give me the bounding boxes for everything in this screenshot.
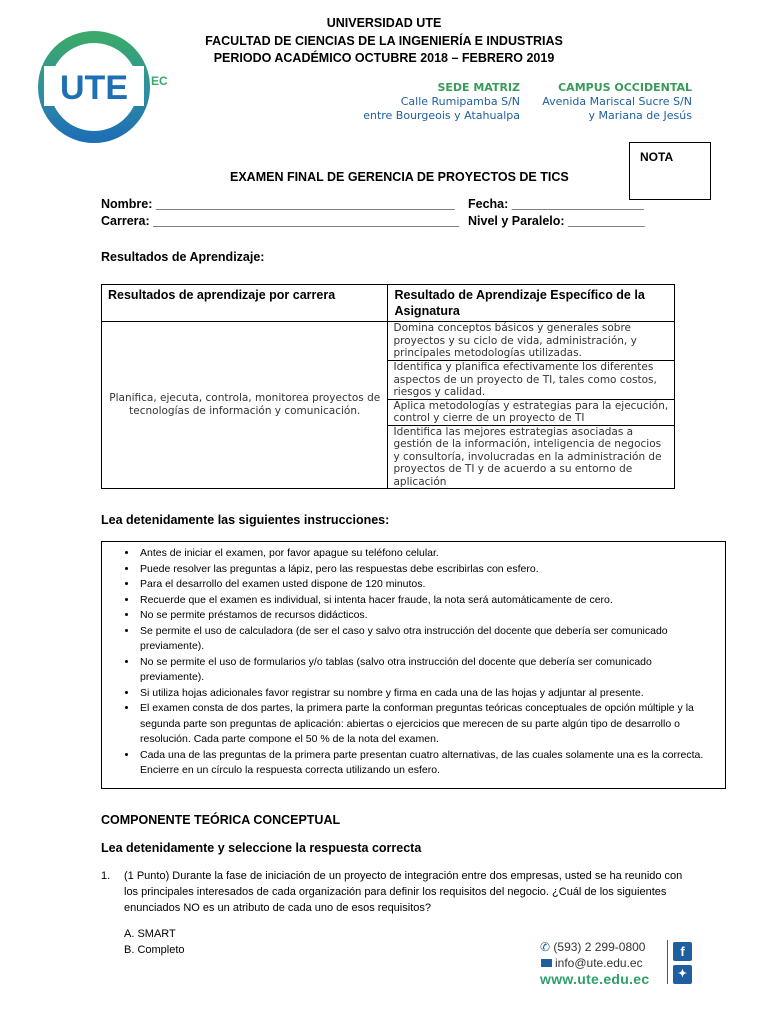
name-field[interactable]: Nombre: ___________________________________________	[101, 197, 455, 211]
email-row	[540, 956, 645, 972]
option-b[interactable]: B. Completo	[124, 944, 185, 956]
mail-icon	[541, 959, 552, 967]
component-subtitle: Lea detenidamente y seleccione la respuesta correcta	[101, 841, 422, 855]
instruction-item: • Para el desarrollo del examen usted dispone de 120 minutos.	[138, 577, 717, 593]
instruction-item: • Antes de iniciar el examen, por favor apague su teléfono celular.	[138, 546, 717, 562]
date-field[interactable]: Fecha: ___________________	[468, 197, 644, 211]
specific-result-1: Domina conceptos básicos y generales sobre proyectos y su ciclo de vida, administración, y principales metodologías utilizadas.	[388, 322, 675, 361]
logo-suffix: EC	[151, 74, 168, 88]
campus-line2: y Mariana de Jesús	[588, 109, 692, 122]
instruction-item: • Puede resolver las preguntas a lápiz, pero las respuestas debe escribirlas con esfero.	[138, 562, 717, 578]
results-heading: Resultados de Aprendizaje:	[101, 250, 265, 264]
grade-label: NOTA	[640, 150, 674, 164]
specific-result-2: Identifica y planifica efectivamente los diferentes aspectos de un proyecto de TI, tales como costos, riesgos y calidad.	[388, 361, 675, 400]
sede-matriz	[340, 81, 520, 123]
question-1	[101, 868, 691, 916]
sede-title: SEDE MATRIZ	[437, 81, 520, 94]
specific-result-3: Aplica metodologías y estrategias para la ejecución, control y cierre de un proyecto de TI	[388, 399, 675, 425]
exam-title: EXAMEN FINAL DE GERENCIA DE PROYECTOS DE TICS	[230, 170, 569, 184]
university-name: UNIVERSIDAD UTE	[326, 16, 442, 30]
career-field[interactable]: Carrera: ____________________________________________	[101, 214, 459, 228]
option-a[interactable]: A. SMART	[124, 928, 176, 940]
specific-result-4: Identifica las mejores estrategias asociadas a gestión de la información, inteligencia de negocios y consultoría, involucradas en la administración de proyectos de TI y de acuerdo a su entorno de aplicación	[388, 425, 675, 489]
faculty-name: FACULTAD DE CIENCIAS DE LA INGENIERÍA E INDUSTRIAS	[205, 34, 563, 48]
website-link[interactable]: www.ute.edu.ec	[540, 971, 650, 987]
instruction-item: • El examen consta de dos partes, la primera parte la conforman preguntas teóricas conceptuales de opción múltiple y la segunda parte son preguntas de aplicación: abiertas o ejercicios que merecen de su parte algún tipo de desarrollo o resolución. Cada parte compone el 50 % de la nota del examen.	[138, 701, 717, 748]
instructions-box	[101, 541, 726, 789]
table-row	[102, 322, 675, 361]
question-number: 1.	[101, 870, 111, 882]
table-header-row	[102, 285, 675, 322]
instructions-list	[102, 542, 725, 779]
general-result: Planifica, ejecuta, controla, monitorea proyectos de tecnologías de información y comunicación.	[102, 322, 388, 489]
twitter-icon[interactable]: ✦	[673, 965, 692, 984]
email-address: info@ute.edu.ec	[555, 956, 643, 970]
campus-occidental	[522, 81, 692, 123]
instruction-item: • Cada una de las preguntas de la primera parte presentan cuatro alternativas, de las cuales solamente una es la correcta. Encierre en un círculo la respuesta correcta utilizando un esfero.	[138, 748, 717, 779]
question-text: (1 Punto) Durante la fase de iniciación de un proyecto de integración entre dos empresas, usted se ha reunido con los principales interesados de cada organización para definir los requisitos del negocio. ¿Cuál de los siguientes enunciados NO es un atributo de cada uno de esos requisitos?	[124, 870, 683, 914]
facebook-icon[interactable]: f	[673, 942, 692, 961]
instructions-heading: Lea detenidamente las siguientes instrucciones:	[101, 513, 390, 527]
campus-line1: Avenida Mariscal Sucre S/N	[542, 95, 692, 108]
phone-icon: ✆	[540, 940, 551, 954]
sede-line2: entre Bourgeois y Atahualpa	[363, 109, 520, 122]
instruction-item: • No se permite el uso de formularios y/o tablas (salvo otra instrucción del docente que debería ser comunicado previamente).	[138, 655, 717, 686]
level-field[interactable]: Nivel y Paralelo: ___________	[468, 214, 645, 228]
instruction-item: • Recuerde que el examen es individual, si intenta hacer fraude, la nota será automáticamente de cero.	[138, 593, 717, 609]
instruction-item: • No se permite préstamos de recursos didácticos.	[138, 608, 717, 624]
learning-results-table	[101, 284, 675, 489]
academic-period: PERIODO ACADÉMICO OCTUBRE 2018 – FEBRERO 2019	[213, 51, 555, 65]
footer-contact	[540, 940, 645, 972]
component-title: COMPONENTE TEÓRICA CONCEPTUAL	[101, 813, 341, 827]
header-career-results: Resultados de aprendizaje por carrera	[102, 285, 388, 322]
header-specific-results: Resultado de Aprendizaje Específico de la Asignatura	[388, 285, 675, 322]
sede-line1: Calle Rumipamba S/N	[400, 95, 520, 108]
instruction-item: • Si utiliza hojas adicionales favor registrar su nombre y firma en cada una de las hojas y adjuntar al presente.	[138, 686, 717, 702]
logo-text: UTE	[60, 69, 128, 107]
grade-box[interactable]	[629, 142, 711, 200]
phone-number: (593) 2 299-0800	[553, 940, 646, 954]
footer-divider	[667, 940, 668, 984]
instruction-item: • Se permite el uso de calculadora (de ser el caso y salvo otra instrucción del docente que debería ser comunicado previamente).	[138, 624, 717, 655]
phone-row	[540, 940, 645, 956]
campus-title: CAMPUS OCCIDENTAL	[558, 81, 692, 94]
